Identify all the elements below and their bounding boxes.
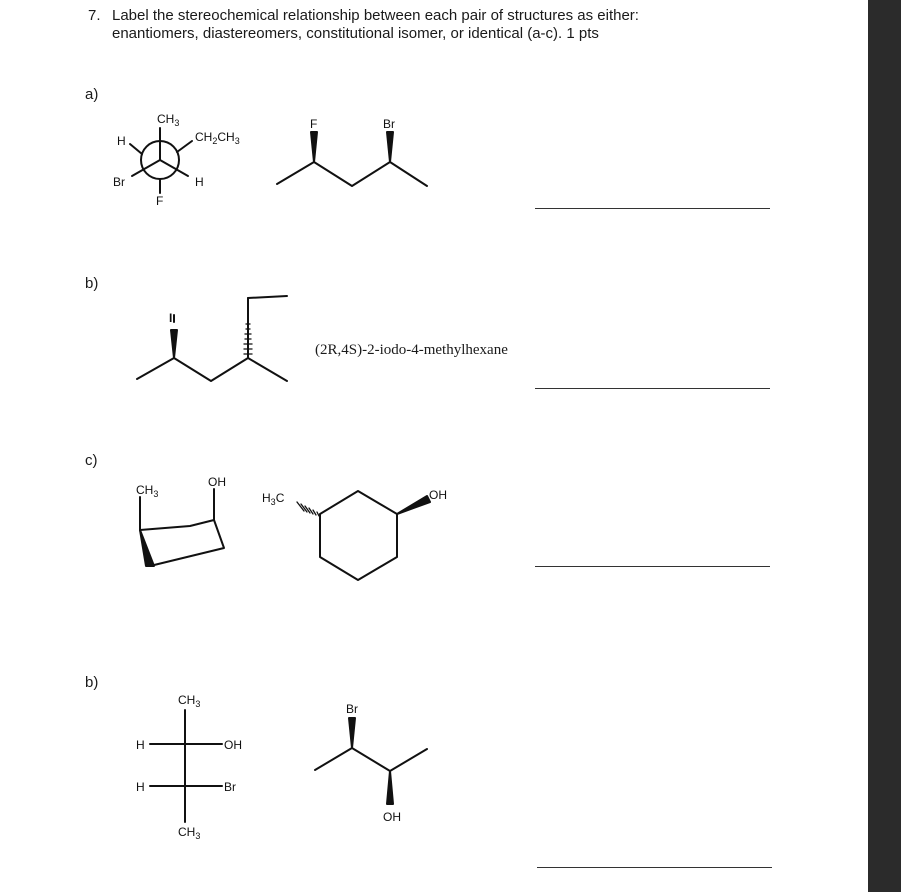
svg-text:H3C: $H_3C$ (262, 491, 285, 507)
svg-text:Br: Br (113, 175, 125, 189)
svg-text:OH: OH (429, 488, 447, 502)
svg-text:Br: Br (346, 702, 358, 716)
question-number: 7. (88, 7, 101, 24)
flat-cyclohexane (297, 491, 430, 580)
svg-text:H: H (136, 780, 145, 794)
svg-text:I: I (169, 311, 173, 325)
svg-text:OH: OH (208, 475, 226, 489)
svg-text:CH3: $CH_3$ (157, 112, 180, 128)
svg-text:F: F (310, 117, 318, 131)
svg-text:Br: Br (224, 780, 236, 794)
svg-text:H: H (117, 134, 126, 148)
part-d-label: b) (85, 674, 99, 691)
skeletal-structure-a (277, 132, 427, 186)
svg-text:OH: OH (224, 738, 242, 752)
fischer-projection (150, 710, 222, 822)
question-line-1: Label the stereochemical relationship between each pair of structures as either: (112, 7, 639, 24)
side-panel (868, 0, 901, 892)
svg-text:CH3: $CH_3$ (178, 825, 201, 841)
svg-text:Br: Br (383, 117, 395, 131)
svg-text:CH3: $CH_3$ (178, 693, 201, 709)
svg-text:H: H (136, 738, 145, 752)
svg-text:OH: OH (383, 810, 401, 824)
newman-projection (130, 128, 192, 193)
skeletal-structure-b (137, 296, 287, 381)
svg-text:CH3: $CH_3$ (136, 483, 159, 499)
svg-text:F: F (156, 194, 164, 208)
svg-text:CH2CH3: $CH_2CH_3$ (195, 130, 240, 146)
chair-cyclohexane (140, 489, 224, 566)
iupac-name: (2R,4S)-2-iodo-4-methylhexane (315, 342, 508, 358)
question-line-2: enantiomers, diastereomers, constitutional isomer, or identical (a-c). 1 pts (112, 25, 599, 42)
part-c-label: c) (85, 452, 98, 469)
part-b-label: b) (85, 275, 99, 292)
svg-text:H: H (195, 175, 204, 189)
skeletal-structure-d (315, 718, 427, 804)
part-a-label: a) (85, 86, 99, 103)
atom-labels (113, 112, 447, 841)
